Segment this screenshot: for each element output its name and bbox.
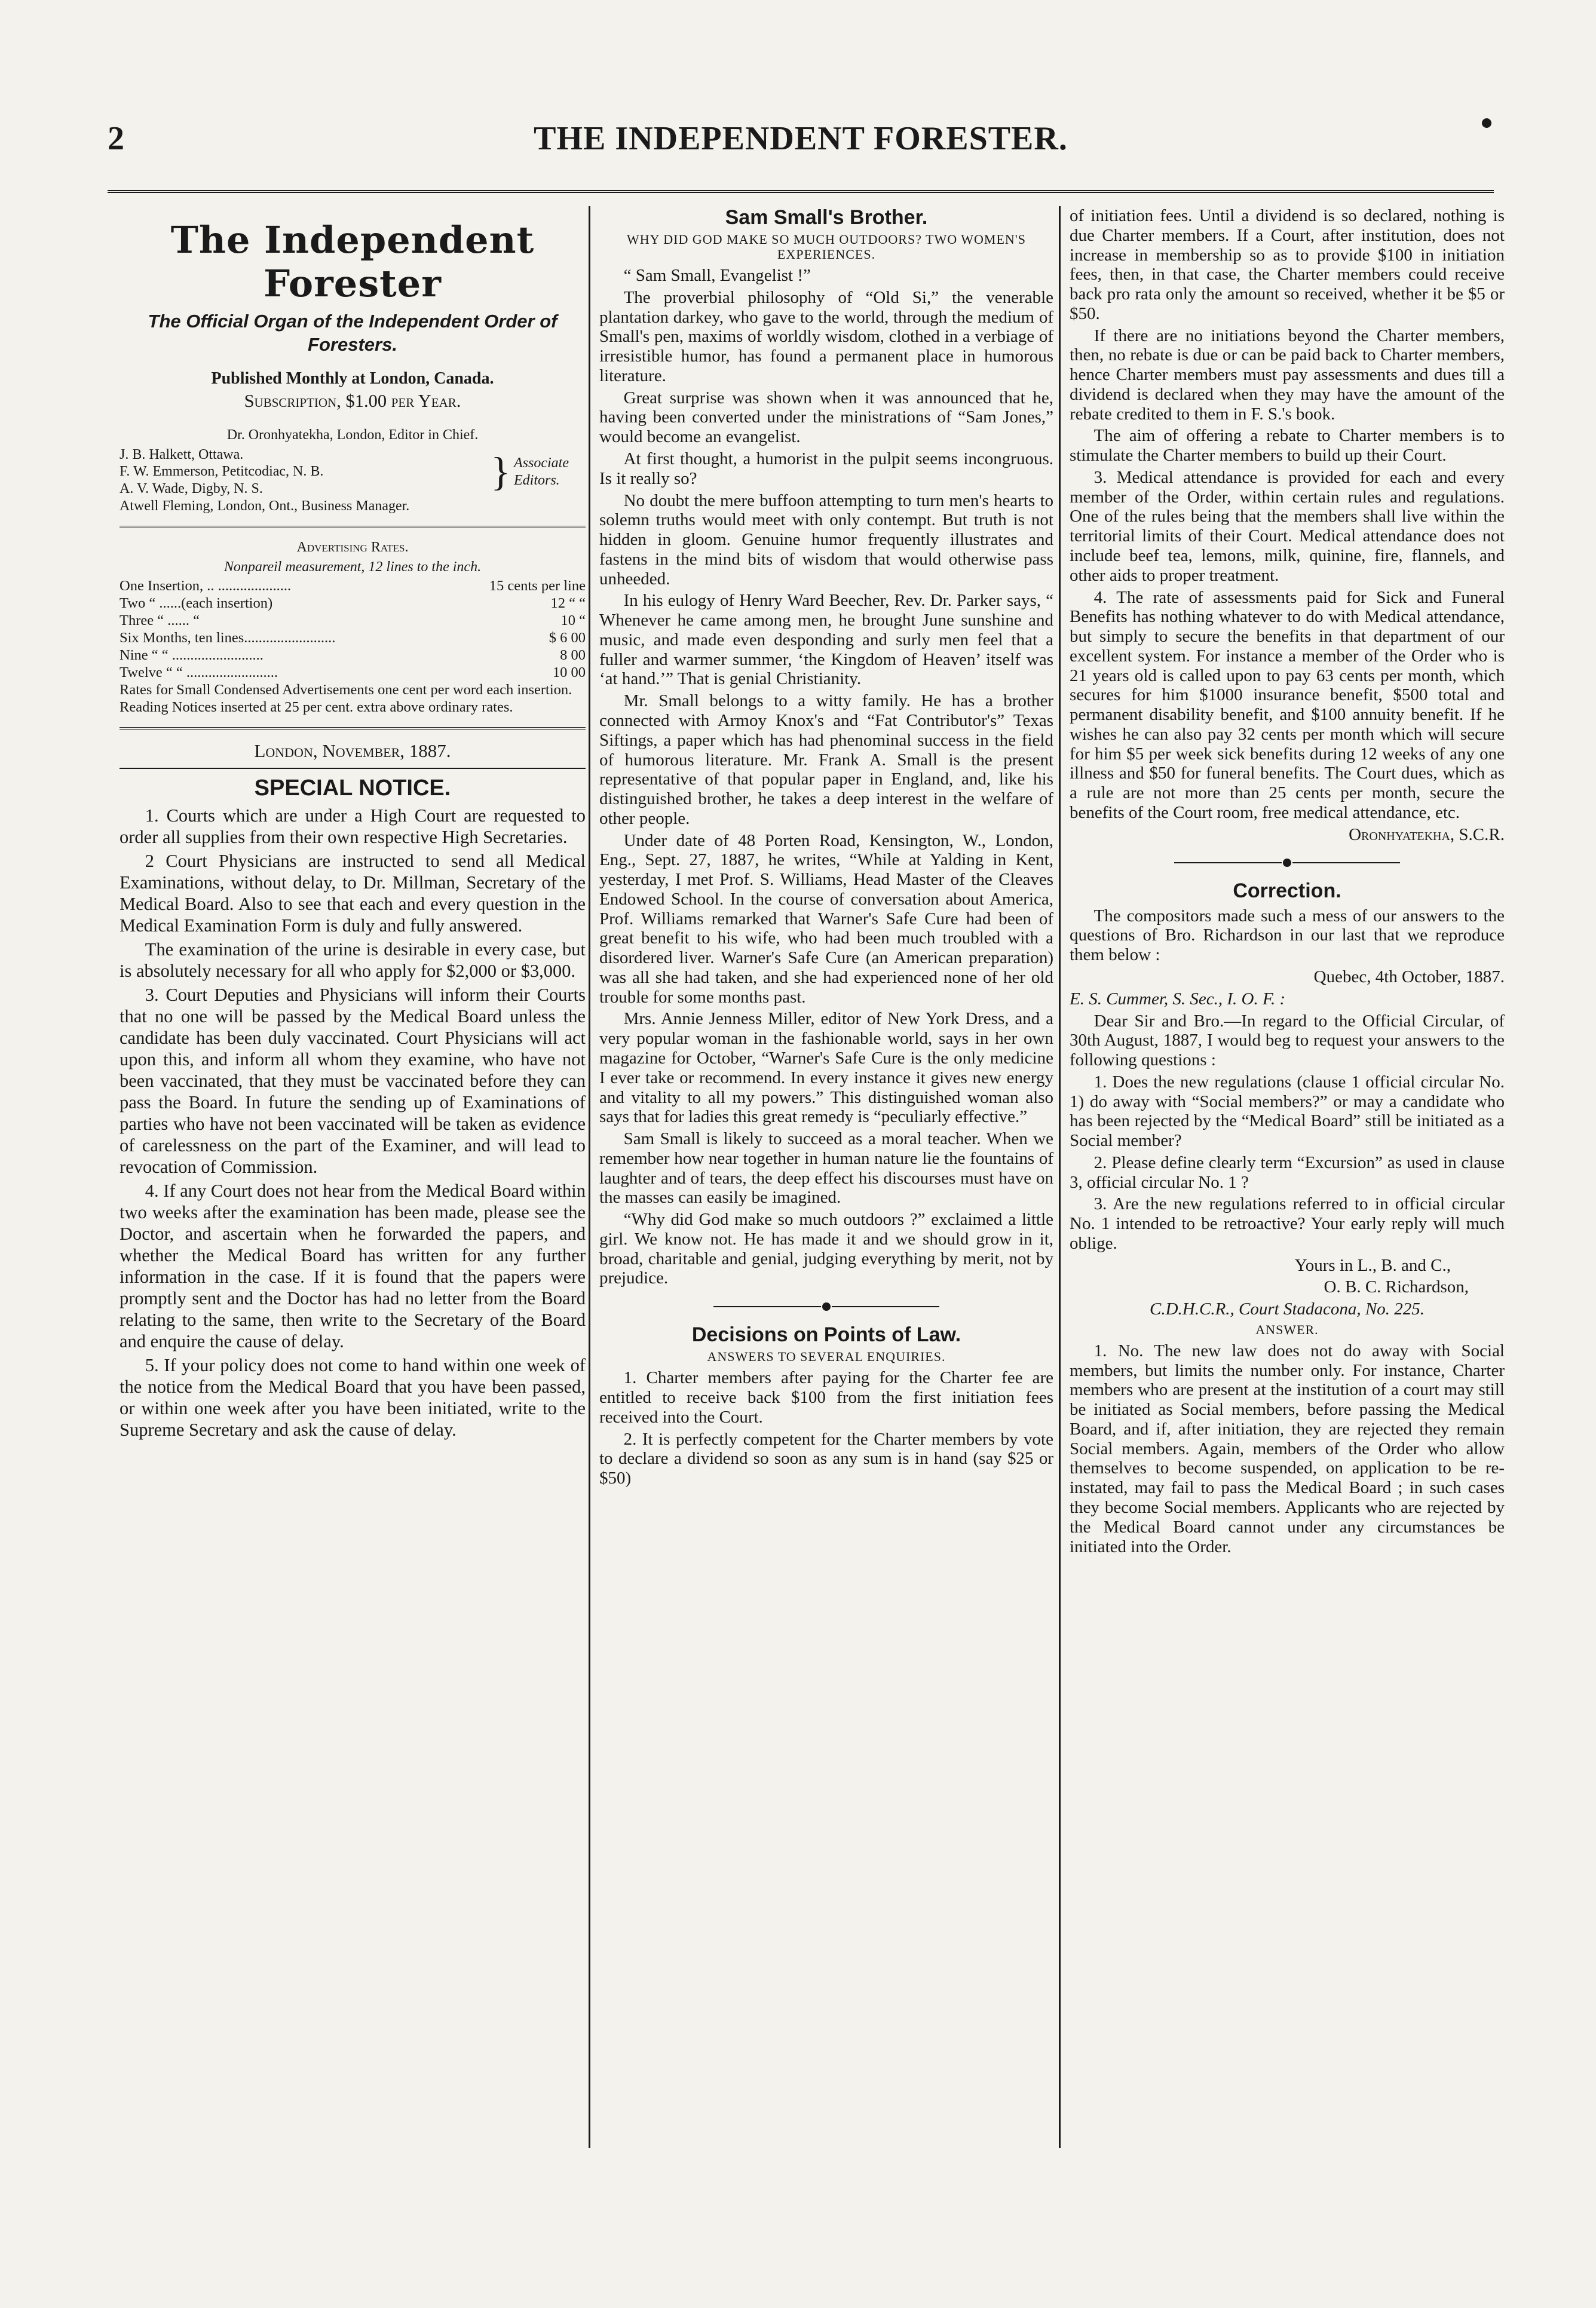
article-paragraph: In his eulogy of Henry Ward Beecher, Rev. Dr. Parker says, “ Whenever he came among men, he brought June sunshine and music, and made even desponding and surly men feel that a fuller and warmer summer, ‘the Kingdom of Heaven’ itself was ‘at hand.’” That is genial Christianity.	[599, 591, 1053, 689]
published-line: Published Monthly at London, Canada.	[211, 369, 494, 388]
letter-date: Quebec, 4th October, 1887.	[1313, 967, 1505, 986]
page-number: 2	[108, 120, 124, 157]
notice-paragraph: 2 Court Physicians are instructed to send all Medical Examinations, without delay, to Dr. Millman, Secretary of the Medical Board. Also to see that each and every question in the Medical Examination Form is duly and fully answered.	[120, 851, 586, 936]
article-title: Correction.	[1233, 879, 1341, 903]
article-paragraph: The aim of offering a rebate to Charter members is to stimulate the Charter members to build up their Court.	[1070, 426, 1505, 465]
letter-recipient: E. S. Cummer, S. Sec., I. O. F. :	[1070, 989, 1286, 1009]
article-paragraph: “Why did God make so much outdoors ?” exclaimed a little girl. We know not. He has made it and we should grow in it, broad, charitable and genial, judging everything by merit, not by prejudice.	[599, 1210, 1053, 1288]
masthead-title: The Independent Forester	[170, 218, 535, 306]
page-header	[108, 119, 1494, 167]
article-subtitle: WHY DID GOD MAKE SO MUCH OUTDOORS? TWO WOMEN'S EXPERIENCES.	[627, 232, 1026, 262]
letter-title: C.D.H.C.R., Court Stadacona, No. 225.	[1150, 1299, 1425, 1319]
rates-table	[120, 578, 586, 716]
header-rule	[108, 190, 1494, 193]
letter-paragraph: 3. Are the new regulations referred to in official circular No. 1 intended to be retroactive? Your early reply will much oblige.	[1070, 1194, 1505, 1253]
letter-paragraph: 1. Does the new regulations (clause 1 official circular No. 1) do away with “Social members?” or may a candidate who has been rejected by the “Medical Board” still be initiated as a Social member?	[1070, 1072, 1505, 1151]
signature: Oronhyatekha, S.C.R.	[1349, 824, 1505, 844]
column-2	[599, 206, 1053, 2196]
article-paragraph: 2. It is perfectly competent for the Charter members by vote to declare a dividend so soon as any sum is in hand (say $25 or $50)	[599, 1429, 1053, 1488]
divider	[120, 768, 586, 769]
article-paragraph: Great surprise was shown when it was announced that he, having been converted under the ministrations of “Sam Jones,” would become an evangelist.	[599, 388, 1053, 447]
associate-editor: F. W. Emmerson, Petitcodiac, N. B.	[120, 464, 324, 480]
column-3	[1070, 206, 1505, 2196]
rate-row: One Insertion, .. .................... 15 cents per line	[120, 578, 586, 594]
subscription-line: Subscription, $1.00 per Year.	[244, 390, 461, 411]
divider	[120, 526, 586, 528]
associate-label: Associate Editors.	[514, 455, 569, 488]
article-paragraph: No doubt the mere buffoon attempting to turn men's hearts to solemn truths would meet with only contempt. But truth is not hidden in gloom. Genuine humor frequently illustrates and fastens in the mind bits of wisdom that would otherwise pass unheeded.	[599, 491, 1053, 589]
article-paragraph: The proverbial philosophy of “Old Si,” the venerable plantation darkey, who gave to the world, through the medium of Small's pen, maxims of worldly wisdom, clothed in a verbiage of irresistible humor, has found a permanent place in humorous literature.	[599, 287, 1053, 385]
column-rule-1	[589, 206, 590, 2148]
notice-paragraph: 3. Court Deputies and Physicians will inform their Courts that no one will be passed by the Medical Board unless the candidate has been duly vaccinated. Court Physicians will act upon this, and inform all whom they examine, who have not been vaccinated, that they must be vaccinated before they can pass the Board. In future the sending up of Examinations of parties who have not been vaccinated will be taken as evidence of carelessness on the part of the Examiner, and will lead to revocation of Commission.	[120, 984, 586, 1177]
letter-close: Yours in L., B. and C.,	[1294, 1255, 1451, 1275]
article-paragraph: Mr. Small belongs to a witty family. He has a brother connected with Armoy Knox's and “Fat Contributor's” Texas Siftings, a paper which has had phenominal success in the field of humorous literature. Mr. Frank A. Small is the present representative of that popular paper in England, and, like his distinguished brother, he takes a deep interest in the welfare of other people.	[599, 691, 1053, 828]
article-paragraph: Mrs. Annie Jenness Miller, editor of New York Dress, and a very popular woman in the fashionable world, says in her own magazine for October, “Warner's Safe Cure is the only medicine I ever take or recommend. In every instance it gives new energy and vitality to all my powers.” This distinguished woman also says that for ladies this great remedy is “peculiarly effective.”	[599, 1009, 1053, 1127]
special-notice-title: SPECIAL NOTICE.	[254, 776, 451, 801]
article-paragraph: Sam Small is likely to succeed as a moral teacher. When we remember how near together in human nature lie the fountains of laughter and of tears, the deep effect his discourses must have on the masses can easily be imagined.	[599, 1129, 1053, 1207]
article-paragraph: Under date of 48 Porten Road, Kensington, W., London, Eng., Sept. 27, 1887, he writes, “While at Yalding in Kent, yesterday, I met Prof. S. Williams, Head Master of the Cleaves Endowed School. In the course of conversation about America, Prof. Williams remarked that Warner's Safe Cure had been of great benefit to his wife, who had been much troubled with a disordered liver. Warner's Safe Cure (an American preparation) was all she had taken, and she had experienced none of her old trouble for some months past.	[599, 830, 1053, 1007]
answer-title: ANSWER.	[1255, 1322, 1319, 1337]
business-manager: Atwell Fleming, London, Ont., Business Manager.	[120, 498, 410, 514]
section-ornament	[599, 1295, 1053, 1315]
section-ornament	[1070, 852, 1505, 872]
issue-date: London, November, 1887.	[254, 740, 451, 761]
letter-name: O. B. C. Richardson,	[1324, 1277, 1469, 1297]
notice-paragraph: The examination of the urine is desirable in every case, but is absolutely necessary for all who apply for $2,000 or $3,000.	[120, 939, 586, 981]
notice-paragraph: 1. Courts which are under a High Court are requested to order all supplies from their own respective High Secretaries.	[120, 805, 586, 848]
editor-in-chief: Dr. Oronhyatekha, London, Editor in Chief.	[226, 427, 479, 443]
associate-editor: J. B. Halkett, Ottawa.	[120, 446, 244, 462]
article-paragraph: of initiation fees. Until a dividend is so declared, nothing is due Charter members. If a Court, after institution, does not increase in membership so as to provide $100 in initiation fees, then, in that case, the Charter members could receive back pro rata only the amount so received, whether it be $5 or $50.	[1070, 206, 1505, 323]
advertising-title: Advertising Rates.	[296, 539, 409, 555]
column-1	[120, 206, 586, 2196]
associate-editor: A. V. Wade, Digby, N. S.	[120, 481, 263, 497]
rate-row: Nine “ “ ......................... 8 00	[120, 647, 586, 664]
rate-row: Three “ ...... “ 10 “	[120, 612, 586, 629]
divider	[120, 727, 586, 730]
article-paragraph: 3. Medical attendance is provided for each and every member of the Order, within certain rules and regulations. One of the rules being that the members shall live within the territorial limits of their Court. Medical attendance does not include beef tea, lemons, milk, quinine, fire, flannels, and other aids to proper treatment.	[1070, 467, 1505, 585]
brace: }	[491, 449, 510, 495]
answer-paragraph: 1. No. The new law does not do away with Social members, but limits the number only. For instance, Charter members who are present at the institution of a court may still be initiated as Social members, before passing the Medical Board, and if, after initiation, they are rejected they remain Social members. Again, members of the Order who allow themselves to become suspended, on application to be re-instated, may fail to pass the Medical Board ; in such cases they become Social members. Applicants who are rejected by the Medical Board cannot under any circumstances be initiated into the Order.	[1070, 1341, 1505, 1556]
rate-note: Reading Notices inserted at 25 per cent. extra above ordinary rates.	[120, 698, 513, 715]
notice-paragraph: 4. If any Court does not hear from the Medical Board within two weeks after the examination has been made, please see the Doctor, and ascertain when he forwarded the papers, and whether the Medical Board has written for any further information in the case. If it is found that the papers were promptly sent and the Doctor has had no letter from the Board relating to the same, then write to the Secretary of the Board and enquire the cause of delay.	[120, 1180, 586, 1351]
rate-note: Rates for Small Condensed Advertisements one cent per word each insertion.	[120, 681, 572, 698]
associate-editors	[120, 446, 586, 498]
rate-row: Two “ ......(each insertion) 12 “ “	[120, 595, 586, 612]
article-subtitle: ANSWERS TO SEVERAL ENQUIRIES.	[707, 1349, 946, 1365]
rate-row: Twelve “ “ ......................... 10 00	[120, 664, 586, 681]
article-paragraph: The compositors made such a mess of our answers to the questions of Bro. Richardson in our last that we reproduce them below :	[1070, 906, 1505, 965]
letter-paragraph: 2. Please define clearly term “Excursion” as used in clause 3, official circular No. 1 ?	[1070, 1153, 1505, 1192]
article-paragraph: 1. Charter members after paying for the Charter fee are entitled to receive back $100 from the first initiation fees received into the Court.	[599, 1368, 1053, 1427]
rate-row: Six Months, ten lines......................... $ 6 00	[120, 630, 586, 646]
organ-subtitle: The Official Organ of the Independent Order of Foresters.	[148, 311, 557, 355]
article-title: Decisions on Points of Law.	[691, 1323, 961, 1346]
advertising-measure: Nonpareil measurement, 12 lines to the inch.	[223, 559, 482, 575]
ink-dot	[1482, 118, 1491, 128]
letter-paragraph: Dear Sir and Bro.—In regard to the Official Circular, of 30th August, 1887, I would beg to request your answers to the following questions :	[1070, 1011, 1505, 1070]
article-title: Sam Small's Brother.	[725, 206, 928, 229]
notice-paragraph: 5. If your policy does not come to hand within one week of the notice from the Medical Board that you have been passed, or within one week after you have been initiated, write to the Supreme Secretary and ask the cause of delay.	[120, 1354, 586, 1440]
column-rule-2	[1059, 206, 1061, 2148]
article-paragraph: If there are no initiations beyond the Charter members, then, no rebate is due or can be paid back to Charter members, hence Charter members must pay assessments and dues till a dividend is declared when they may have the amount of the rebate credited to them in F. S.'s book.	[1070, 326, 1505, 424]
running-title: THE INDEPENDENT FORESTER.	[534, 120, 1068, 157]
article-paragraph: “ Sam Small, Evangelist !”	[623, 266, 811, 286]
article-paragraph: At first thought, a humorist in the pulpit seems incongruous. Is it really so?	[599, 449, 1053, 488]
article-paragraph: 4. The rate of assessments paid for Sick and Funeral Benefits has nothing whatever to do with Medical attendance, but simply to secure the benefits in that department of our excellent system. For instance a member of the Order who is 21 years old is called upon to pay 63 cents per month, which secures for him $1000 insurance benefit, $500 total and permanent disability benefit, and $100 annuity benefit. If he wishes he can also pay 32 cents per month which will secure for him $5 per week sick benefits during 12 weeks of any one illness and $50 for funeral benefits. The Court dues, which as a rule are not more than 25 cents per month, secure the benefits of the Court room, free medical attendance, etc.	[1070, 587, 1505, 822]
